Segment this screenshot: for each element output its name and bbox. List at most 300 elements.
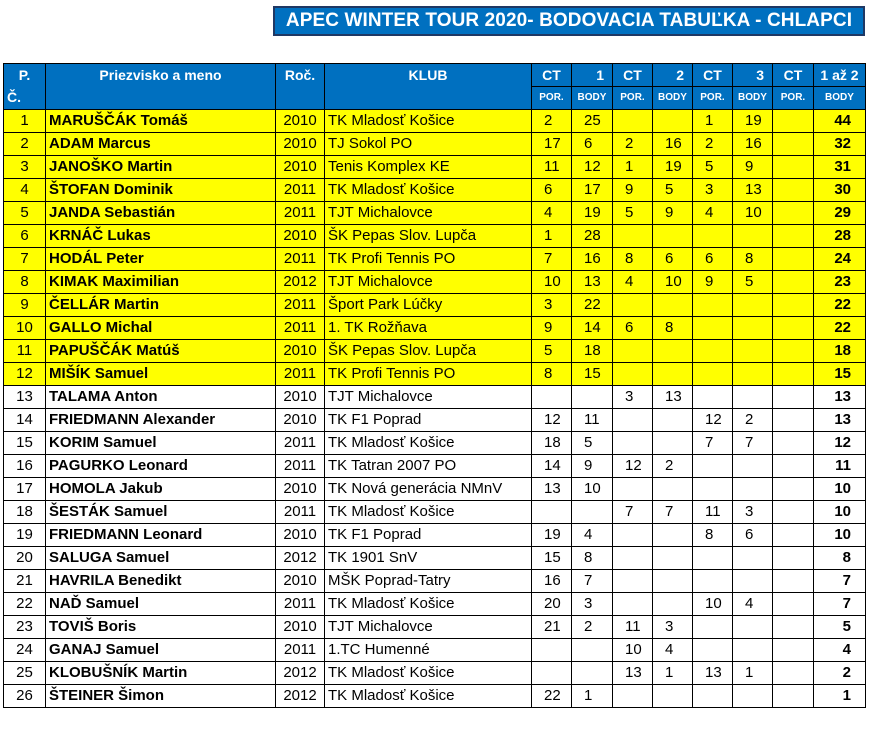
cell-ct1-points: 22 [572,294,613,317]
table-row [4,524,866,547]
cell-ct1-position: 13 [532,478,572,501]
cell-year: 2010 [276,386,325,409]
cell-total-points: 1 [814,685,866,708]
header-rank [4,64,46,110]
cell-ct3-position: 7 [693,432,733,455]
cell-ct1-points: 4 [572,524,613,547]
cell-total-points: 12 [814,432,866,455]
table-row [4,570,866,593]
subheader-body-3: BODY [733,87,773,110]
cell-ct4-position [773,616,814,639]
cell-name: GALLO Michal [46,317,276,340]
cell-ct1-position: 5 [532,340,572,363]
cell-ct1-points: 16 [572,248,613,271]
cell-club: Tenis Komplex KE [325,156,532,179]
cell-ct1-points: 13 [572,271,613,294]
cell-total-points: 10 [814,478,866,501]
cell-club: TK Tatran 2007 PO [325,455,532,478]
cell-ct3-position [693,455,733,478]
cell-ct2-position: 9 [613,179,653,202]
cell-club: TJT Michalovce [325,386,532,409]
cell-ct4-position [773,317,814,340]
cell-ct1-position: 15 [532,547,572,570]
cell-total-points: 22 [814,317,866,340]
cell-ct4-position [773,409,814,432]
cell-ct3-points [733,294,773,317]
cell-name: ADAM Marcus [46,133,276,156]
cell-name: KIMAK Maximilian [46,271,276,294]
cell-ct2-points [653,593,693,616]
cell-name: TALAMA Anton [46,386,276,409]
cell-ct3-position [693,616,733,639]
cell-ct4-position [773,570,814,593]
subheader-por-4: POR. [773,87,814,110]
cell-ct3-points [733,317,773,340]
cell-rank: 8 [4,271,46,294]
cell-ct3-points: 6 [733,524,773,547]
cell-year: 2011 [276,363,325,386]
cell-name: FRIEDMANN Alexander [46,409,276,432]
cell-name: PAPUŠČÁK Matúš [46,340,276,363]
table-row [4,662,866,685]
cell-ct2-position [613,547,653,570]
cell-club: TJ Sokol PO [325,133,532,156]
cell-club: TK Mladosť Košice [325,685,532,708]
cell-ct3-position [693,547,733,570]
cell-ct4-position [773,179,814,202]
table-row [4,639,866,662]
cell-rank: 24 [4,639,46,662]
cell-year: 2011 [276,593,325,616]
cell-ct3-points [733,225,773,248]
table-row [4,432,866,455]
cell-club: ŠK Pepas Slov. Lupča [325,340,532,363]
cell-total-points: 15 [814,363,866,386]
cell-ct3-position: 12 [693,409,733,432]
header-club: KLUB [325,64,532,110]
cell-ct3-position [693,570,733,593]
cell-name: KLOBUŠNÍK Martin [46,662,276,685]
cell-rank: 1 [4,110,46,133]
cell-club: 1. TK Rožňava [325,317,532,340]
cell-ct4-position [773,248,814,271]
cell-total-points: 4 [814,639,866,662]
cell-ct4-position [773,225,814,248]
cell-ct1-position: 1 [532,225,572,248]
cell-year: 2010 [276,225,325,248]
cell-ct1-points: 17 [572,179,613,202]
cell-name: HOMOLA Jakub [46,478,276,501]
cell-rank: 23 [4,616,46,639]
table-row [4,363,866,386]
cell-ct3-points: 5 [733,271,773,294]
table-row [4,409,866,432]
cell-ct1-position: 11 [532,156,572,179]
cell-name: PAGURKO Leonard [46,455,276,478]
cell-ct1-position: 9 [532,317,572,340]
cell-ct3-points [733,478,773,501]
table-row [4,294,866,317]
table-row [4,133,866,156]
cell-ct4-position [773,110,814,133]
cell-ct1-points: 14 [572,317,613,340]
cell-ct2-position [613,570,653,593]
cell-ct2-position [613,409,653,432]
cell-name: GANAJ Samuel [46,639,276,662]
cell-ct4-position [773,455,814,478]
cell-ct3-position: 4 [693,202,733,225]
cell-club: TK Nová generácia NMnV [325,478,532,501]
cell-name: FRIEDMANN Leonard [46,524,276,547]
cell-ct4-position [773,501,814,524]
cell-name: KORIM Samuel [46,432,276,455]
cell-club: TK Mladosť Košice [325,501,532,524]
cell-name: HODÁL Peter [46,248,276,271]
cell-year: 2011 [276,202,325,225]
cell-year: 2012 [276,662,325,685]
cell-club: Šport Park Lúčky [325,294,532,317]
cell-ct2-position: 2 [613,133,653,156]
cell-year: 2012 [276,271,325,294]
cell-ct2-points: 3 [653,616,693,639]
cell-ct3-points: 8 [733,248,773,271]
cell-ct2-position: 8 [613,248,653,271]
cell-name: JANDA Sebastián [46,202,276,225]
cell-year: 2011 [276,248,325,271]
cell-rank: 12 [4,363,46,386]
header-ct-4: CT [773,64,814,87]
table-row [4,455,866,478]
subheader-por-3: POR. [693,87,733,110]
cell-ct3-points [733,685,773,708]
table-row [4,248,866,271]
subheader-por-2: POR. [613,87,653,110]
cell-rank: 26 [4,685,46,708]
cell-ct2-points [653,478,693,501]
cell-ct1-position [532,662,572,685]
header-ct-2: CT [613,64,653,87]
cell-ct3-position [693,478,733,501]
cell-year: 2010 [276,570,325,593]
header-tour-2: 2 [653,64,693,87]
cell-name: MARUŠČÁK Tomáš [46,110,276,133]
cell-club: TK F1 Poprad [325,524,532,547]
cell-ct1-points: 11 [572,409,613,432]
cell-ct2-points: 2 [653,455,693,478]
cell-ct2-points: 4 [653,639,693,662]
cell-ct4-position [773,662,814,685]
cell-total-points: 24 [814,248,866,271]
cell-ct3-position [693,225,733,248]
cell-year: 2011 [276,501,325,524]
cell-year: 2011 [276,294,325,317]
cell-total-points: 44 [814,110,866,133]
cell-total-points: 32 [814,133,866,156]
cell-ct3-points: 19 [733,110,773,133]
cell-ct3-position [693,317,733,340]
table-row [4,593,866,616]
cell-ct2-points: 7 [653,501,693,524]
cell-rank: 10 [4,317,46,340]
cell-total-points: 22 [814,294,866,317]
cell-total-points: 23 [814,271,866,294]
subheader-body-1: BODY [572,87,613,110]
cell-year: 2010 [276,616,325,639]
cell-ct1-position [532,386,572,409]
cell-name: JANOŠKO Martin [46,156,276,179]
cell-ct1-position: 10 [532,271,572,294]
cell-ct3-position: 9 [693,271,733,294]
cell-name: MIŠÍK Samuel [46,363,276,386]
header-name: Priezvisko a meno [46,64,276,110]
cell-rank: 5 [4,202,46,225]
cell-ct2-position: 7 [613,501,653,524]
cell-year: 2011 [276,317,325,340]
cell-ct3-position: 10 [693,593,733,616]
cell-total-points: 11 [814,455,866,478]
cell-year: 2010 [276,478,325,501]
cell-ct2-points [653,110,693,133]
cell-ct4-position [773,524,814,547]
cell-ct4-position [773,340,814,363]
cell-ct2-position: 11 [613,616,653,639]
cell-total-points: 31 [814,156,866,179]
cell-ct3-points: 16 [733,133,773,156]
cell-rank: 6 [4,225,46,248]
cell-ct1-position: 21 [532,616,572,639]
cell-ct1-points: 2 [572,616,613,639]
standings-table [3,63,866,708]
cell-ct1-points: 19 [572,202,613,225]
cell-name: ČELLÁR Martin [46,294,276,317]
cell-club: TK Mladosť Košice [325,662,532,685]
table-row [4,179,866,202]
cell-ct4-position [773,639,814,662]
cell-ct3-points: 10 [733,202,773,225]
cell-total-points: 13 [814,409,866,432]
table-row [4,271,866,294]
subheader-body-2: BODY [653,87,693,110]
cell-ct2-points [653,685,693,708]
cell-total-points: 29 [814,202,866,225]
cell-name: ŠESTÁK Samuel [46,501,276,524]
cell-rank: 11 [4,340,46,363]
cell-ct4-position [773,202,814,225]
cell-ct3-position [693,363,733,386]
cell-ct3-points: 7 [733,432,773,455]
subheader-body-total: BODY [814,87,866,110]
cell-ct3-position: 6 [693,248,733,271]
cell-club: TJT Michalovce [325,271,532,294]
cell-ct1-position: 19 [532,524,572,547]
cell-ct2-points [653,363,693,386]
cell-rank: 19 [4,524,46,547]
cell-year: 2012 [276,547,325,570]
cell-club: MŠK Poprad-Tatry [325,570,532,593]
cell-rank: 16 [4,455,46,478]
header-ct-1: CT [532,64,572,87]
cell-ct1-points: 15 [572,363,613,386]
cell-ct3-points: 2 [733,409,773,432]
cell-ct1-points: 5 [572,432,613,455]
cell-ct1-position [532,639,572,662]
cell-rank: 15 [4,432,46,455]
table-row [4,317,866,340]
table-row [4,202,866,225]
cell-club: TK Mladosť Košice [325,593,532,616]
cell-club: TJT Michalovce [325,202,532,225]
cell-rank: 22 [4,593,46,616]
header-tour-3: 3 [733,64,773,87]
cell-ct2-points: 8 [653,317,693,340]
cell-total-points: 2 [814,662,866,685]
cell-ct3-position [693,685,733,708]
cell-ct4-position [773,156,814,179]
cell-ct3-points [733,455,773,478]
cell-ct3-position: 11 [693,501,733,524]
table-row [4,156,866,179]
cell-ct3-position: 5 [693,156,733,179]
cell-ct2-position: 10 [613,639,653,662]
cell-ct2-position [613,110,653,133]
cell-total-points: 7 [814,593,866,616]
cell-year: 2010 [276,340,325,363]
cell-ct1-points [572,501,613,524]
cell-ct2-points [653,340,693,363]
cell-ct2-points: 16 [653,133,693,156]
cell-rank: 7 [4,248,46,271]
cell-ct2-points [653,294,693,317]
cell-ct3-points: 3 [733,501,773,524]
cell-ct2-position [613,478,653,501]
cell-name: TOVIŠ Boris [46,616,276,639]
cell-total-points: 10 [814,501,866,524]
cell-ct1-points: 1 [572,685,613,708]
subheader-por-1: POR. [532,87,572,110]
cell-ct3-position [693,294,733,317]
cell-club: TJT Michalovce [325,616,532,639]
cell-club: TK Mladosť Košice [325,179,532,202]
cell-ct1-points: 7 [572,570,613,593]
cell-ct3-position: 13 [693,662,733,685]
cell-ct3-points [733,363,773,386]
cell-total-points: 13 [814,386,866,409]
cell-ct3-position: 2 [693,133,733,156]
cell-ct3-points: 1 [733,662,773,685]
header-rank-top: P. [18,67,31,83]
cell-year: 2010 [276,409,325,432]
cell-ct3-points [733,547,773,570]
cell-name: KRNÁČ Lukas [46,225,276,248]
cell-total-points: 8 [814,547,866,570]
cell-name: ŠTOFAN Dominik [46,179,276,202]
cell-ct2-position [613,685,653,708]
cell-name: ŠTEINER Šimon [46,685,276,708]
cell-ct4-position [773,432,814,455]
cell-rank: 13 [4,386,46,409]
cell-ct2-position: 4 [613,271,653,294]
cell-year: 2011 [276,455,325,478]
cell-ct2-position [613,294,653,317]
header-tour-1: 1 [572,64,613,87]
cell-ct1-position: 20 [532,593,572,616]
cell-ct2-points [653,409,693,432]
cell-ct1-points [572,662,613,685]
cell-ct2-points: 6 [653,248,693,271]
table-row [4,501,866,524]
cell-year: 2010 [276,133,325,156]
cell-rank: 14 [4,409,46,432]
cell-club: TK 1901 SnV [325,547,532,570]
cell-club: TK F1 Poprad [325,409,532,432]
cell-ct1-position: 6 [532,179,572,202]
cell-ct3-position [693,639,733,662]
cell-ct1-points: 3 [572,593,613,616]
cell-ct3-position [693,340,733,363]
cell-ct1-position [532,501,572,524]
cell-ct3-points [733,386,773,409]
cell-ct3-position: 1 [693,110,733,133]
cell-rank: 2 [4,133,46,156]
cell-ct1-points: 18 [572,340,613,363]
cell-club: ŠK Pepas Slov. Lupča [325,225,532,248]
cell-ct2-points: 19 [653,156,693,179]
cell-ct1-position: 22 [532,685,572,708]
cell-ct3-points: 4 [733,593,773,616]
cell-ct2-position [613,432,653,455]
cell-ct1-position: 12 [532,409,572,432]
cell-ct4-position [773,133,814,156]
cell-club: TK Profi Tennis PO [325,248,532,271]
cell-total-points: 5 [814,616,866,639]
cell-ct1-points: 10 [572,478,613,501]
cell-ct2-position [613,340,653,363]
cell-ct1-position: 16 [532,570,572,593]
cell-ct2-position [613,363,653,386]
cell-ct4-position [773,271,814,294]
cell-rank: 20 [4,547,46,570]
header-year: Roč. [276,64,325,110]
cell-ct3-points [733,340,773,363]
table-row [4,685,866,708]
cell-ct1-points: 28 [572,225,613,248]
cell-ct1-position: 8 [532,363,572,386]
cell-ct3-position: 3 [693,179,733,202]
header-rank-bottom: Č. [7,89,21,105]
cell-year: 2011 [276,639,325,662]
cell-rank: 18 [4,501,46,524]
cell-rank: 4 [4,179,46,202]
cell-total-points: 7 [814,570,866,593]
cell-ct3-position: 8 [693,524,733,547]
cell-year: 2012 [276,685,325,708]
cell-ct1-points: 6 [572,133,613,156]
cell-ct1-points [572,386,613,409]
cell-ct4-position [773,593,814,616]
cell-club: TK Profi Tennis PO [325,363,532,386]
cell-ct1-points: 9 [572,455,613,478]
cell-ct4-position [773,478,814,501]
cell-rank: 3 [4,156,46,179]
cell-ct2-points: 13 [653,386,693,409]
cell-ct1-position: 14 [532,455,572,478]
page-title: APEC WINTER TOUR 2020- BODOVACIA TABUĽKA - CHLAPCI [273,6,865,36]
cell-year: 2011 [276,432,325,455]
cell-year: 2010 [276,156,325,179]
cell-ct1-position: 4 [532,202,572,225]
table-row [4,110,866,133]
cell-ct1-points: 25 [572,110,613,133]
